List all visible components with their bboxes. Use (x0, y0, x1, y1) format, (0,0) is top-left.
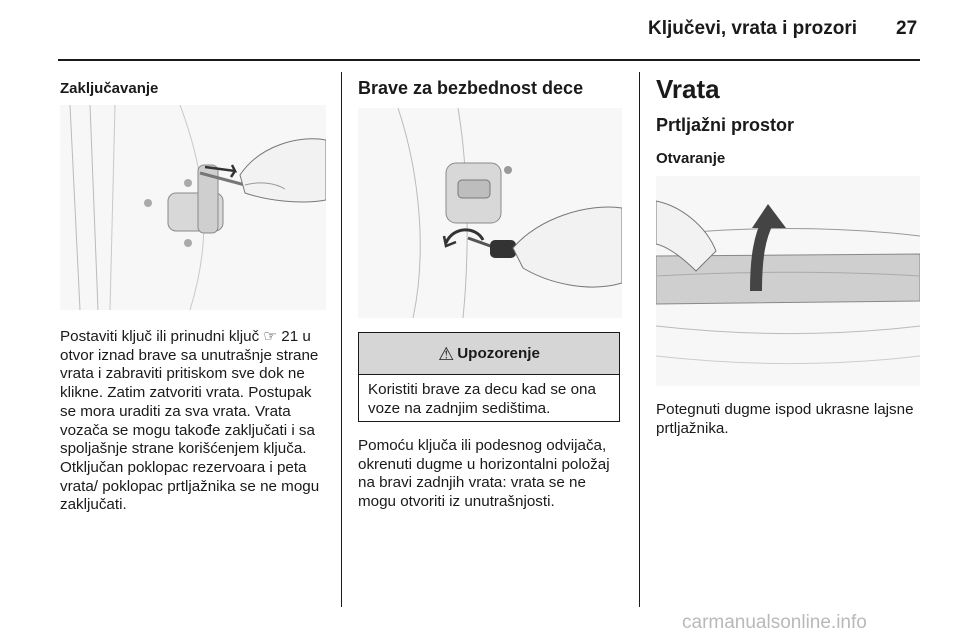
subheading-trunk: Prtljažni prostor (656, 115, 795, 135)
subsubheading-opening: Otvaranje (656, 150, 726, 167)
warning-triangle-icon: ⚠ (438, 343, 455, 364)
section-heading-child-locks: Brave za bezbednost dece (358, 78, 584, 98)
section-heading-locking: Zaključavanje (60, 80, 159, 97)
door-lock-illustration (60, 105, 326, 310)
header-divider (58, 59, 920, 61)
section-heading-doors: Vrata (656, 74, 720, 104)
trunk-opening-paragraph: Potegnuti dugme ispod ukrasne lajsne prtljažnika. (656, 401, 914, 437)
page-header-title: Ključevi, vrata i prozori (648, 18, 858, 39)
warning-title: Upozorenje (457, 345, 540, 362)
trunk-opening-illustration (656, 176, 920, 386)
child-lock-illustration (358, 108, 622, 318)
child-locks-paragraph: Pomoću ključa ili podesnog odvijača, okrenuti dugme u horizontalni položaj na bravi zadnjih vrata: vrata se ne mogu otvoriti iz unutrašnjosti. (358, 437, 610, 511)
locking-paragraph: Postaviti ključ ili prinudni ključ ☞ 21 u otvor iznad brave sa unutrašnje strane vrata i zabraviti pritiskom sve dok ne klikne. Zatim zatvoriti vrata. Postupak se mora uraditi za sva vrata. Vrata vozača se mogu takođe zaključati i sa spoljašnje strane korišćenjem ključa. Otključan poklopac rezervoara i peta vrata/ poklopac prtljažnika se ne mogu zaključati. (60, 328, 320, 514)
column-divider-left (341, 72, 342, 607)
warning-box (358, 332, 620, 422)
column-divider-right (639, 72, 640, 607)
warning-text: Koristiti brave za decu kad se ona voze na zadnjim sedištima. (368, 381, 596, 417)
page-number: 27 (896, 18, 918, 39)
watermark: carmanualsonline.info (682, 612, 867, 633)
warning-header (359, 333, 619, 375)
